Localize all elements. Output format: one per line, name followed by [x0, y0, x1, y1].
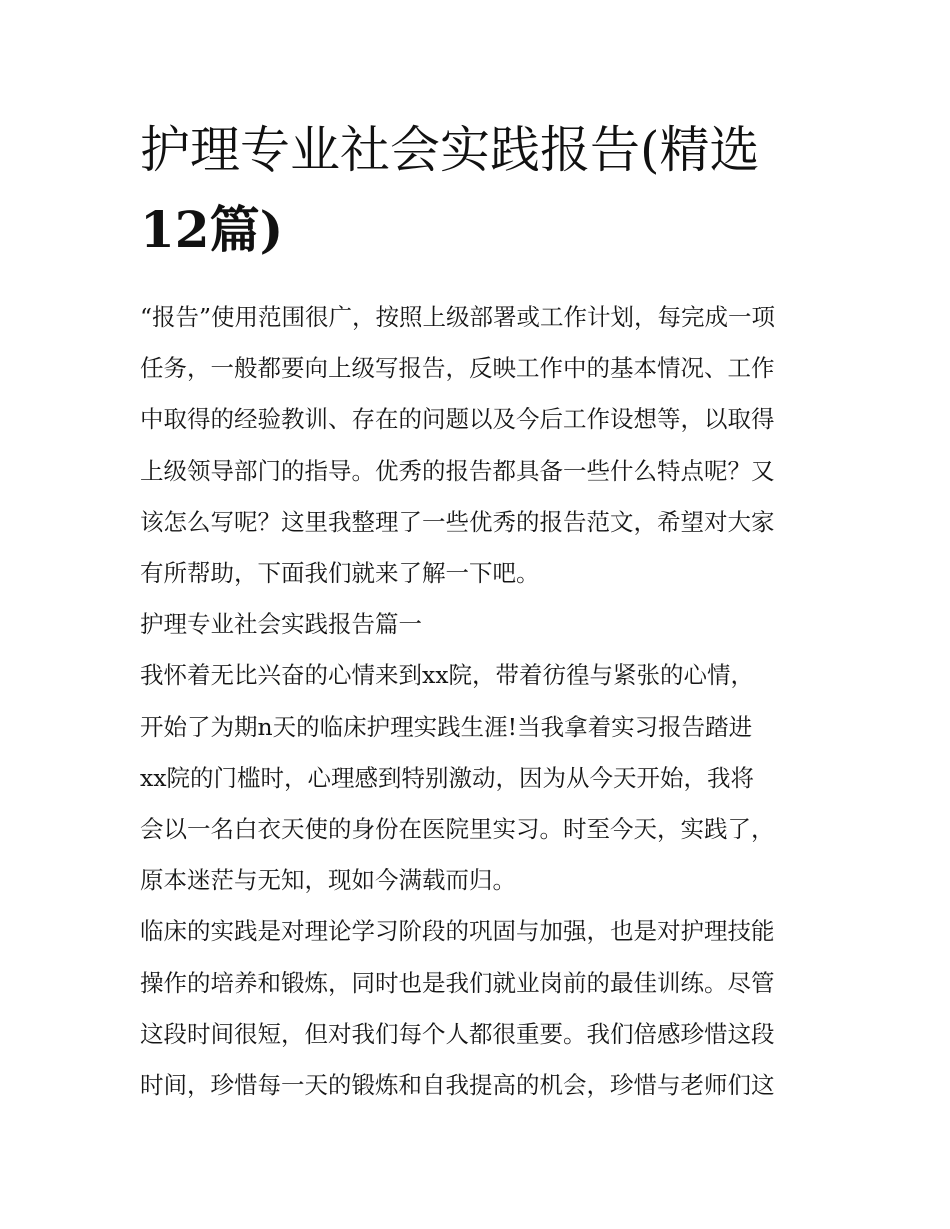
- section-heading-text: 护理专业社会实践报告篇一: [140, 610, 422, 639]
- text-line: 我怀着无比兴奋的心情来到xx院，带着彷徨与紧张的心情，: [140, 661, 755, 690]
- title-line-1: 护理专业社会实践报告(精选: [140, 121, 760, 179]
- text-line: 有所帮助，下面我们就来了解一下吧。: [140, 559, 540, 588]
- body-paragraph-2: [140, 906, 820, 1111]
- text-line: 任务，一般都要向上级写报告，反映工作中的基本情况、工作: [140, 354, 775, 383]
- body-paragraph-1: [140, 650, 820, 906]
- text-line: 原本迷茫与无知，现如今满载而归。: [140, 866, 516, 895]
- text-line: 上级领导部门的指导。优秀的报告都具备一些什么特点呢？又: [140, 456, 775, 485]
- text-line: 会以一名白衣天使的身份在医院里实习。时至今天，实践了，: [140, 815, 775, 844]
- text-line: 中取得的经验教训、存在的问题以及今后工作设想等，以取得: [140, 405, 775, 434]
- intro-paragraph: [140, 292, 820, 599]
- text-line: 开始了为期n天的临床护理实践生涯!当我拿着实习报告踏进: [140, 712, 753, 741]
- text-line: 时间，珍惜每一天的锻炼和自我提高的机会，珍惜与老师们这: [140, 1071, 775, 1100]
- text-line: 该怎么写呢？这里我整理了一些优秀的报告范文，希望对大家: [140, 507, 775, 536]
- text-line: xx院的门槛时，心理感到特别激动，因为从今天开始，我将: [140, 763, 755, 792]
- text-line: “报告”使用范围很广，按照上级部署或工作计划，每完成一项: [140, 303, 776, 331]
- text-line: 临床的实践是对理论学习阶段的巩固与加强，也是对护理技能: [140, 917, 775, 946]
- document-title: [140, 110, 790, 270]
- text-line: 这段时间很短，但对我们每个人都很重要。我们倍感珍惜这段: [140, 1019, 775, 1048]
- text-line: 操作的培养和锻炼，同时也是我们就业岗前的最佳训练。尽管: [140, 968, 775, 997]
- document-content: [140, 110, 820, 1111]
- title-line-2: 12篇): [140, 200, 284, 259]
- section-heading: [140, 599, 820, 650]
